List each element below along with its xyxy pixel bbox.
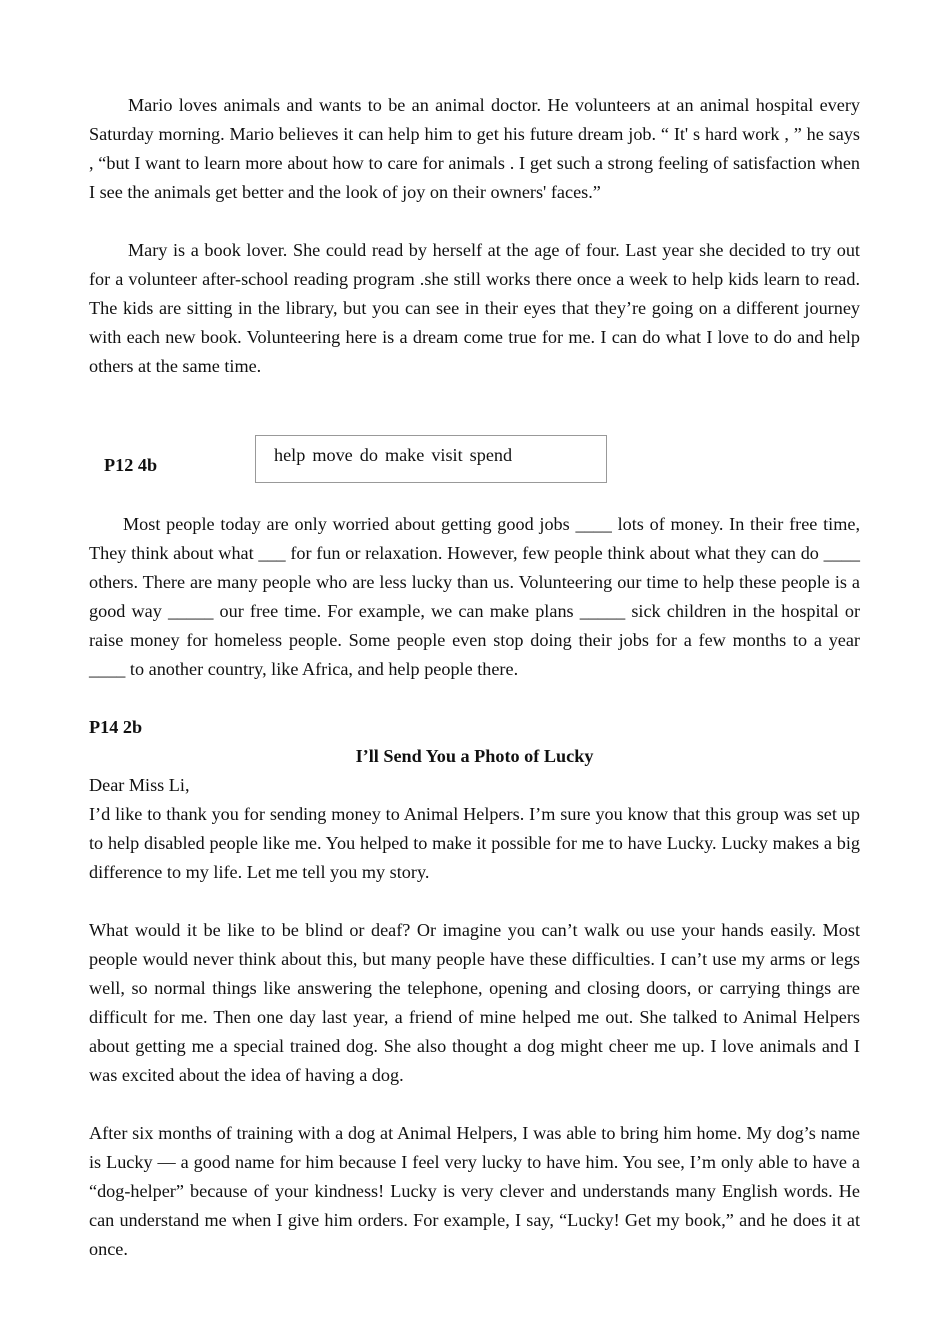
spacer bbox=[89, 485, 860, 510]
letter-paragraph-3: After six months of training with a dog at Animal Helpers, I was able to bring him home. My dog’s name is Lucky — a good name for him because I feel very lucky to have him. You see, I’m only able to have a “dog-helper” because of your kindness! Lucky is very clever and understands many English words. He can understand me when I give him orders. For example, I say, “Lucky! Get my book,” and he does it at once. bbox=[89, 1123, 860, 1259]
exercise-p12-passage: Most people today are only worried about getting good jobs ____ lots of money. In their free time, They think about what ___ for fun or relaxation. However, few people think about what they can do ____ others. There are many people who are less lucky than us. Volunteering our time to help these people is a good way _____ our free time. For example, we can make plans _____ sick children in the hospital or raise money for homeless people. Some people even stop doing their jobs for a few months to a year ____ to another country, like Africa, and help people there. bbox=[89, 514, 860, 679]
paragraph-mary: Mary is a book lover. She could read by herself at the age of four. Last year she decided to try out for a volunteer after-school reading program .she still works there once a week to help kids learn to read. The kids are sitting in the library, but you can see in their eyes that they’re going on a different journey with each new book. Volunteering here is a dream come true for me. I can do what I love to do and help others at the same time. bbox=[89, 240, 860, 376]
spacer bbox=[89, 381, 860, 410]
spacer bbox=[89, 887, 860, 916]
word-bank-item: move bbox=[312, 445, 353, 465]
paragraph-mario: Mario loves animals and wants to be an animal doctor. He volunteers at an animal hospital every Saturday morning. Mario believes it can help him to get his future dream job. “ It' s hard work , ” he says , “but I want to learn more about how to care for animals . I get such a strong feeling of satisfaction when I see the animals get better and the look of joy on their owners' faces.” bbox=[89, 95, 860, 202]
word-bank-box bbox=[255, 435, 607, 483]
spacer bbox=[89, 1090, 860, 1119]
exercise-p12-header bbox=[89, 435, 860, 485]
letter-paragraph-2: What would it be like to be blind or deaf? Or imagine you can’t walk ou use your hands easily. Most people would never think about this, but many people have these difficulties. I can’t use my arms or legs well, so normal things like answering the telephone, opening and closing doors, or carrying things are difficult for me. Then one day last year, a friend of mine helped me out. She talked to Animal Helpers about getting me a special trained dog. She also thought a dog might cheer me up. I love animals and I was excited about the idea of having a dog. bbox=[89, 920, 860, 1085]
document-page bbox=[89, 91, 860, 1264]
spacer bbox=[89, 207, 860, 236]
word-bank-item: do bbox=[359, 445, 378, 465]
exercise-p12-label: P12 4b bbox=[104, 455, 158, 475]
word-bank-item: help bbox=[274, 445, 306, 465]
word-bank-item: visit bbox=[431, 445, 463, 465]
spacer bbox=[89, 410, 860, 435]
letter-greeting: Dear Miss Li, bbox=[89, 775, 190, 795]
word-bank-item: spend bbox=[469, 445, 513, 465]
spacer bbox=[89, 684, 860, 713]
exercise-p14-label: P14 2b bbox=[89, 717, 143, 737]
letter-title: I’ll Send You a Photo of Lucky bbox=[355, 746, 594, 766]
letter-paragraph-1: I’d like to thank you for sending money to Animal Helpers. I’m sure you know that this group was set up to help disabled people like me. You helped to make it possible for me to have Lucky. Lucky makes a big difference to my life. Let me tell you my story. bbox=[89, 804, 860, 882]
word-bank-item: make bbox=[384, 445, 425, 465]
